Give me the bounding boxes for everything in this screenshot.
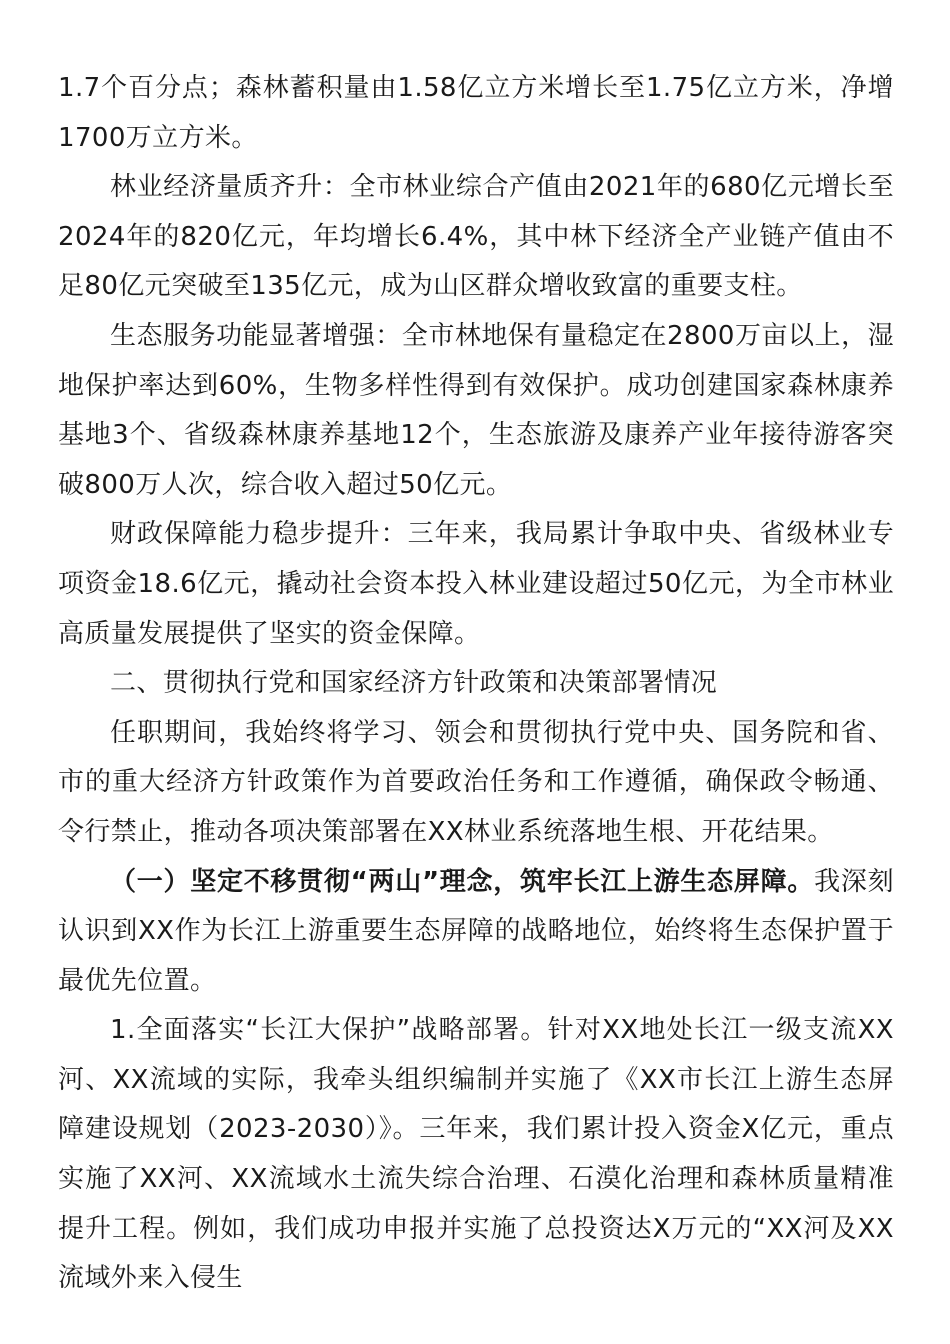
- paragraph-yangtze-protection: 1.全面落实“长江大保护”战略部署。针对XX地处长江一级支流XX河、XX流域的实际，我牵头组织编制并实施了《XX市长江上游生态屏障建设规划（2023-2030）》。三年来，我们累计投入资金X亿元，重点实施了XX河、XX流域水土流失综合治理、石漠化治理和森林质量精准提升工程。例如，我们成功申报并实施了总投资达X万元的“XX河及XX流域外来入侵生: [58, 1015, 894, 1294]
- subsection-heading-two-mountains: （一）坚定不移贯彻“两山”理念，筑牢长江上游生态屏障。: [110, 866, 815, 897]
- section-heading-policy-implementation: 二、贯彻执行党和国家经济方针政策和决策部署情况: [110, 668, 718, 699]
- paragraph-fiscal-support: 财政保障能力稳步提升：三年来，我局累计争取中央、省级林业专项资金18.6亿元，撬动社会资本投入林业建设超过50亿元，为全市林业高质量发展提供了坚实的资金保障。: [58, 519, 894, 649]
- paragraph-ecological-services: 生态服务功能显著增强：全市林地保有量稳定在2800万亩以上，湿地保护率达到60%，生物多样性得到有效保护。成功创建国家森林康养基地3个、省级森林康养基地12个，生态旅游及康养产业年接待游客突破800万人次，综合收入超过50亿元。: [58, 320, 894, 500]
- subsection-body-two-mountains: 我深刻认识到XX作为长江上游重要生态屏障的战略地位，始终将生态保护置于最优先位置。: [58, 866, 895, 996]
- document-page: [58, 64, 894, 1304]
- paragraph-tenure-overview: 任职期间，我始终将学习、领会和贯彻执行党中央、国务院和省、市的重大经济方针政策作为首要政治任务和工作遵循，确保政令畅通、令行禁止，推动各项决策部署在XX林业系统落地生根、开花结果。: [58, 717, 894, 847]
- paragraph-forestry-economy: 林业经济量质齐升：全市林业综合产值由2021年的680亿元增长至2024年的820亿元，年均增长6.4%，其中林下经济全产业链产值由不足80亿元突破至135亿元，成为山区群众增收致富的重要支柱。: [58, 172, 894, 302]
- paragraph-two-mountains: [58, 858, 894, 1007]
- paragraph-forest-stock: 1.7个百分点；森林蓄积量由1.58亿立方米增长至1.75亿立方米，净增1700万立方米。: [58, 73, 894, 153]
